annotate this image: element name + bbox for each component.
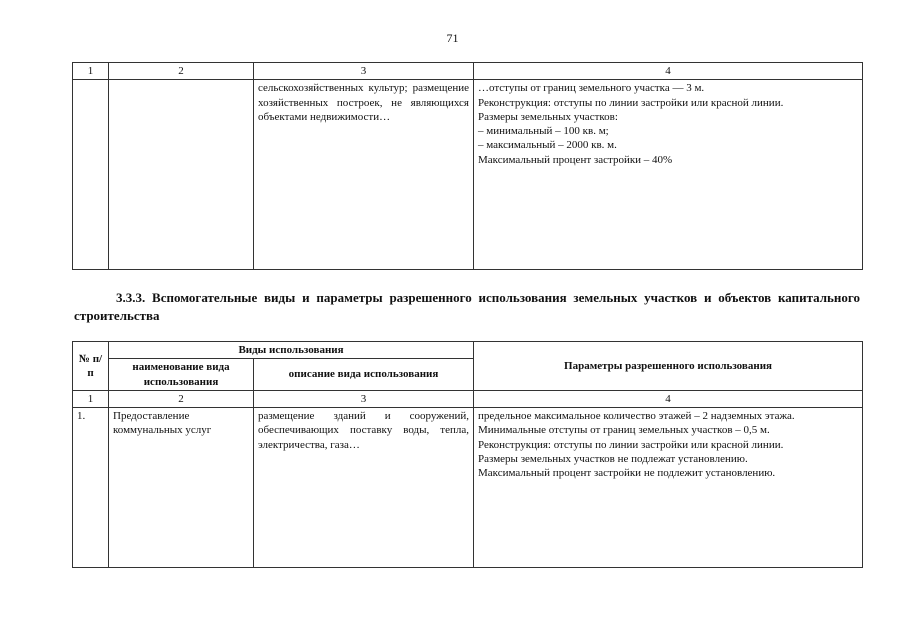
parameter-line: Размеры земельных участков не подлежат установлению.	[478, 453, 748, 466]
parameter-line: Максимальный процент застройки не подлежит установлению.	[478, 467, 776, 480]
column-number-row	[73, 63, 863, 80]
parameter-line: Размеры земельных участков:	[478, 110, 618, 123]
column-number-row	[73, 390, 863, 407]
col-number-4: 4	[474, 390, 863, 407]
col-number-1: 1	[73, 390, 109, 407]
col-number-2: 2	[109, 390, 254, 407]
parameter-line: – максимальный – 2000 кв. м.	[478, 139, 617, 152]
parameter-line: …отступы от границ земельного участка — 3 м.	[478, 82, 705, 95]
col-number-3: 3	[254, 390, 474, 407]
parameter-line: Реконструкция: отступы по линии застройки или красной линии.	[478, 96, 784, 109]
header-use-description: описание вида использования	[254, 359, 474, 391]
page-number: 71	[446, 31, 459, 45]
header-use-name: наименование вида использования	[109, 359, 254, 391]
col-number-4: 4	[474, 63, 863, 80]
header-row	[73, 342, 863, 359]
table-row	[73, 408, 863, 568]
use-description-cell: размещение зданий и сооружений, обеспечивающих поставку воды, тепла, электричества, газа…	[254, 408, 474, 568]
auxiliary-uses-table	[72, 341, 863, 568]
parameters-cell	[474, 408, 863, 568]
parameter-line: Минимальные отступы от границ земельных участков – 0,5 м.	[478, 424, 770, 437]
header-number: № п/п	[73, 342, 109, 391]
use-description-cell: сельскохозяйственных культур; размещение хозяйственных построек, не являющихся объектами недвижимости…	[254, 80, 474, 270]
table-continued	[72, 62, 863, 270]
row-number-cell	[73, 80, 109, 270]
section-heading: 3.3.3. Вспомогательные виды и параметры разрешенного использования земельных участков и объектов капитального строительства	[74, 290, 860, 323]
use-name-cell: Предоставление коммунальных услуг	[109, 408, 254, 568]
use-name-cell	[109, 80, 254, 270]
col-number-2: 2	[109, 63, 254, 80]
col-number-1: 1	[73, 63, 109, 80]
parameter-line: – минимальный – 100 кв. м;	[478, 125, 609, 138]
parameter-line: предельное максимальное количество этажей – 2 надземных этажа.	[478, 410, 795, 423]
header-parameters: Параметры разрешенного использования	[474, 342, 863, 391]
parameters-cell	[474, 80, 863, 270]
col-number-3: 3	[254, 63, 474, 80]
parameter-line: Максимальный процент застройки – 40%	[478, 153, 673, 166]
row-number-cell: 1.	[73, 408, 109, 568]
table-row	[73, 80, 863, 270]
header-use-types: Виды использования	[109, 342, 474, 359]
parameter-line: Реконструкция: отступы по линии застройки или красной линии.	[478, 438, 784, 451]
